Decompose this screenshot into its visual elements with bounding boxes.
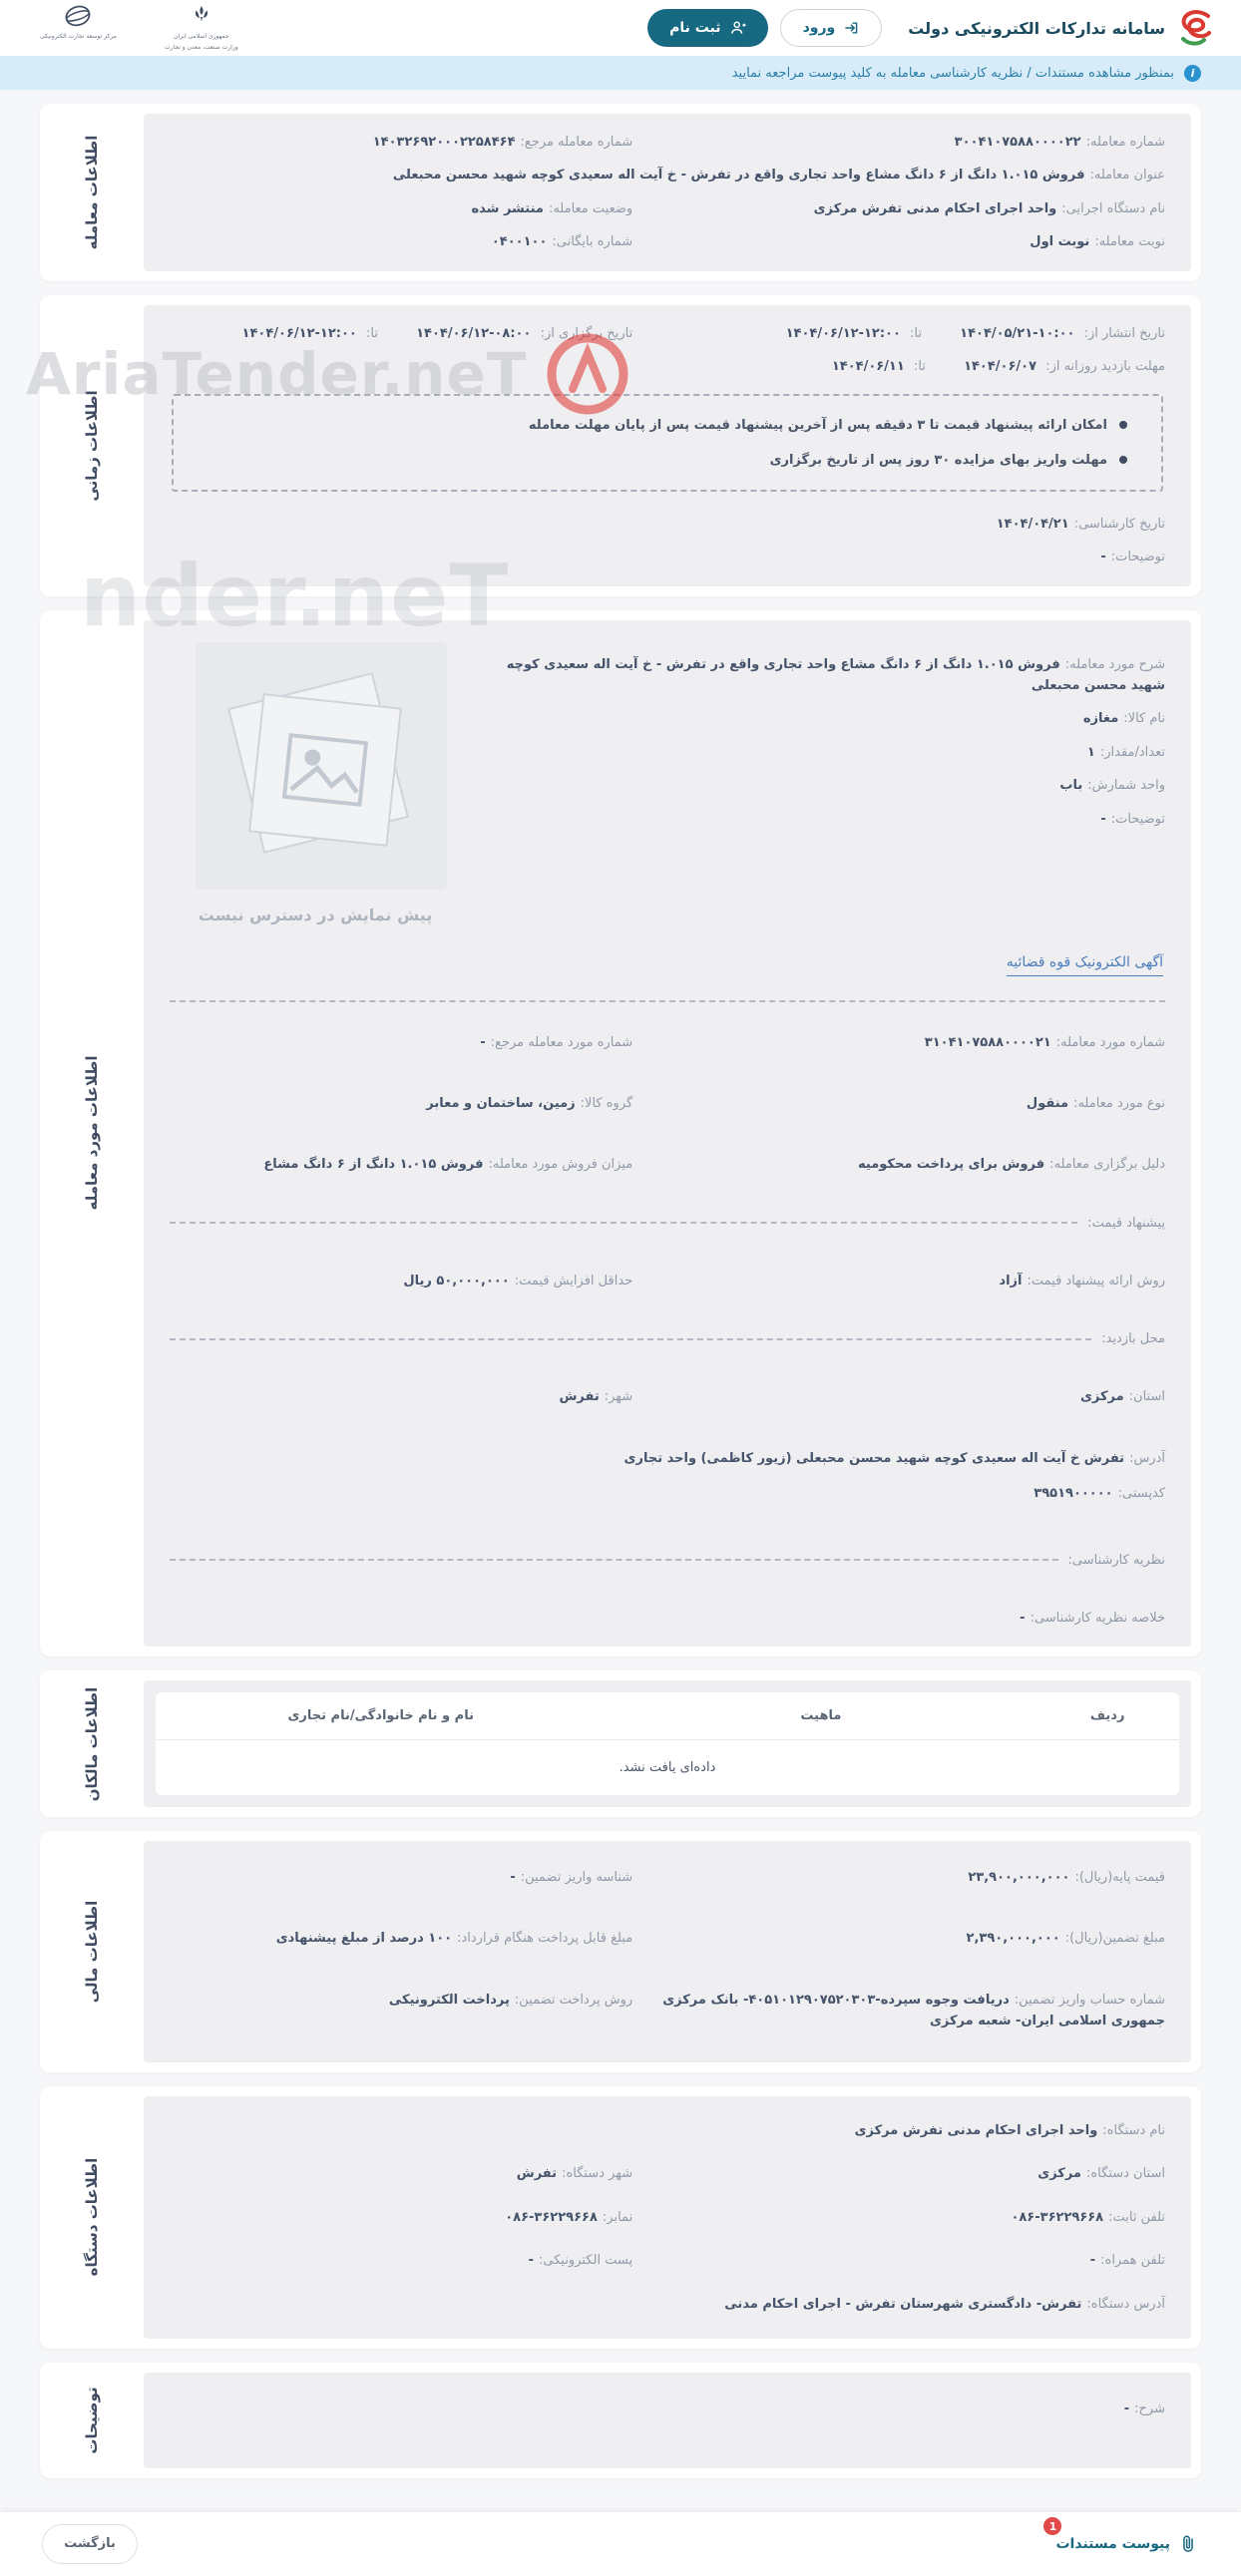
column-entity-type: ماهیت	[606, 1692, 1035, 1740]
top-header	[0, 0, 1241, 56]
reason-label: دلیل برگزاری معامله:	[1049, 1157, 1165, 1173]
owners-body	[144, 1680, 1191, 1807]
deal-info-body	[144, 114, 1191, 271]
deposit-id-value: -	[510, 1870, 516, 1885]
timing-desc-label: توضیحات:	[1110, 550, 1165, 565]
min-increase-value: ۵۰,۰۰۰,۰۰۰ ریال	[403, 1273, 510, 1288]
province-label: استان:	[1128, 1389, 1165, 1405]
notice-bar	[0, 56, 1241, 90]
timing-desc-value: -	[1100, 550, 1106, 565]
item-type-label: نوع مورد معامله:	[1073, 1095, 1165, 1111]
expert-summary-value: -	[1020, 1610, 1026, 1626]
deal-round-label: نوبت معامله:	[1094, 234, 1165, 250]
login-icon	[843, 20, 859, 36]
section-owners-info	[40, 1670, 1201, 1817]
agency-name-label: نام دستگاه:	[1102, 2122, 1165, 2138]
item-desc-value: فروش ۱.۰۱۵ دانگ از ۶ دانگ مشاع واحد تجاری واقع در تفرش - خ آیت اله سعیدی کوچه شهید محسن محبعلی	[506, 656, 1165, 693]
agency-title-strip	[50, 2096, 134, 2339]
item-info-body	[144, 620, 1191, 1648]
timing-note-2	[207, 453, 1127, 468]
ministry-caption-2: وزارت صنعت، معدن و تجارت	[164, 44, 238, 51]
timing-info-title: اطلاعات زمانی	[83, 390, 101, 502]
dashed-divider	[170, 1000, 1165, 1002]
agency-address-label: آدرس دستگاه:	[1086, 2296, 1165, 2312]
address-value: تفرش خ آیت اله سعیدی کوچه شهید محسن محبعلی (زیور کاظمی) واحد تجاری	[623, 1450, 1125, 1466]
dashed-fill	[170, 1222, 1077, 1224]
owners-header-row	[156, 1692, 1179, 1740]
bullet-icon	[1119, 421, 1127, 429]
agency-fax-label: نمابر:	[602, 2209, 633, 2225]
visit-to-label: تا:	[913, 359, 926, 375]
item-notes-label: توضیحات:	[1110, 811, 1165, 827]
sale-amount-value: فروش ۱.۰۱۵ دانگ از ۶ دانگ مشاع	[263, 1157, 484, 1173]
register-button[interactable]	[647, 9, 767, 47]
ecommerce-caption: مرکز توسعه تجارت الکترونیکی	[40, 33, 117, 40]
agency-province-value: مرکزی	[1037, 2166, 1081, 2182]
ministry-caption-1: جمهوری اسلامی ایران	[173, 33, 229, 40]
publish-from-value: ۱۴۰۴/۰۵/۲۱-۱۰:۰۰	[960, 325, 1075, 341]
item-notes-value: -	[1100, 811, 1106, 827]
publish-to-value: ۱۴۰۴/۰۶/۱۲-۱۲:۰۰	[785, 325, 901, 341]
expert-summary-label: خلاصه نظریه کارشناسی:	[1030, 1610, 1165, 1626]
publish-to-label: تا:	[910, 325, 923, 341]
deal-status-label: وضعیت معامله:	[548, 200, 633, 216]
agency-mobile-value: -	[1089, 2253, 1096, 2269]
postal-value: ۳۹۵۱۹۰۰۰۰۰	[1034, 1486, 1113, 1502]
section-deal-info	[40, 104, 1201, 281]
quantity-value: ۱	[1086, 744, 1095, 760]
guarantee-label: مبلغ تضمین(ریال):	[1064, 1931, 1165, 1947]
globe-icon	[63, 4, 93, 30]
finance-title: اطلاعات مالی	[83, 1900, 101, 2004]
auth-buttons	[647, 9, 882, 47]
item-description-fields	[487, 638, 1165, 928]
section-timing-info	[40, 295, 1201, 596]
item-desc-label: شرح مورد معامله:	[1064, 656, 1165, 672]
deal-archive-label: شماره بایگانی:	[552, 234, 633, 250]
ecommerce-center-logo	[40, 4, 117, 41]
account-value: دریافت وجوه سپرده-۴۰۵۱۰۱۲۹۰۷۵۲۰۳۰۳- بانک مرکزی جمهوری اسلامی ایران- شعبه مرکزی	[662, 1992, 1165, 2029]
dashed-fill	[170, 1338, 1091, 1340]
government-logos	[26, 4, 238, 52]
photo-frame-front	[248, 693, 402, 847]
expert-date-value: ۱۴۰۴/۰۴/۲۱	[996, 516, 1069, 532]
attachments-button[interactable]	[1048, 2519, 1199, 2559]
preview-area	[170, 638, 461, 928]
deal-info-title-strip	[50, 114, 134, 271]
goods-group-value: زمین، ساختمان و معابر	[426, 1095, 576, 1111]
login-button[interactable]	[780, 9, 883, 47]
agency-mobile-label: تلفن همراه:	[1100, 2253, 1165, 2269]
deal-ref-value: ۱۴۰۳۲۶۹۲۰۰۰۲۲۵۸۴۶۴	[372, 135, 516, 150]
base-price-value: ۲۳,۹۰۰,۰۰۰,۰۰۰	[968, 1870, 1070, 1885]
agency-address-value: تفرش- دادگستری شهرستان تفرش - اجرای احکام مدنی	[724, 2296, 1082, 2312]
held-to-label: تا:	[366, 325, 378, 341]
payable-label: مبلغ قابل پرداخت هنگام قرارداد:	[457, 1931, 633, 1947]
item-info-title: اطلاعات مورد معامله	[83, 1055, 101, 1211]
timing-info-body	[144, 305, 1191, 586]
expert-date-label: تاریخ کارشناسی:	[1073, 516, 1165, 532]
offer-method-label: روش ارائه پیشنهاد قیمت:	[1027, 1273, 1165, 1288]
judiciary-notice-link[interactable]: آگهی الکترونیک قوه قضائیه	[1007, 954, 1163, 976]
agency-fax-value: ۰۸۶-۳۶۲۲۹۶۶۸	[505, 2209, 598, 2225]
watermark-partial-text: nder.neT	[80, 547, 510, 646]
setad-logo-icon	[1175, 9, 1215, 47]
payable-value: ۱۰۰ درصد از مبلغ پیشنهادی	[275, 1931, 453, 1947]
deal-ref-label: شماره معامله مرجع:	[520, 135, 633, 150]
reason-value: فروش برای پرداخت محکومیه	[858, 1157, 1045, 1173]
deal-agency-label: نام دستگاه اجرایی:	[1061, 200, 1165, 216]
remarks-body	[144, 2373, 1191, 2468]
deal-status-value: منتشر شده	[471, 200, 544, 216]
agency-email-value: -	[528, 2253, 534, 2269]
city-value: تفرش	[559, 1389, 600, 1405]
owners-table	[156, 1692, 1179, 1795]
section-remarks	[40, 2363, 1201, 2478]
expert-opinion-heading-row	[170, 1553, 1165, 1568]
visit-from-label: مهلت بازدید روزانه از:	[1045, 359, 1165, 375]
base-price-label: قیمت پایه(ریال):	[1074, 1870, 1165, 1885]
section-item-info	[40, 610, 1201, 1657]
quantity-label: تعداد/مقدار:	[1099, 744, 1165, 760]
postal-label: کدپستی:	[1117, 1486, 1165, 1502]
section-agency-info	[40, 2086, 1201, 2349]
deal-info-title: اطلاعات معامله	[83, 135, 101, 250]
price-offer-heading: پیشنهاد قیمت:	[1087, 1215, 1165, 1231]
notice-text: بمنظور مشاهده مستندات / نظریه کارشناسی معامله به کلید پیوست مراجعه نمایید	[731, 65, 1174, 81]
timing-info-title-strip	[50, 305, 134, 586]
paperclip-icon	[1179, 2534, 1197, 2553]
pay-method-label: روش پرداخت تضمین:	[514, 1992, 633, 2008]
held-to-value: ۱۴۰۴/۰۶/۱۲-۱۲:۰۰	[241, 325, 357, 341]
goods-name-label: نام کالا:	[1123, 711, 1165, 727]
visit-to-value: ۱۴۰۴/۰۶/۱۱	[831, 359, 905, 375]
app-title: سامانه تدارکات الکترونیکی دولت	[908, 18, 1165, 38]
attachments-label: پیوست مستندات	[1055, 2535, 1170, 2552]
bullet-icon	[1119, 456, 1127, 464]
pay-method-value: پرداخت الکترونیکی	[388, 1992, 510, 2008]
agency-email-label: پست الکترونیکی:	[539, 2253, 633, 2269]
footer-bar	[0, 2512, 1241, 2576]
brand	[908, 9, 1215, 47]
timing-notes-box	[172, 394, 1163, 492]
item-top-block	[170, 638, 1165, 928]
timing-note-1-text: امکان ارائه پیشنهاد قیمت تا ۳ دقیقه پس از آخرین پیشنهاد قیمت پس از پایان مهلت معامله	[528, 417, 1107, 433]
preview-caption: پیش نمایش در دسترس نیست	[198, 905, 433, 924]
watermark-text: AriaTender.neT	[26, 340, 528, 408]
address-label: آدرس:	[1129, 1450, 1165, 1466]
iran-emblem-icon	[189, 4, 214, 30]
agency-city-value: تفرش	[516, 2166, 558, 2182]
unit-value: باب	[1059, 778, 1083, 794]
no-data-text: داده‌ای یافت نشد.	[619, 1760, 716, 1775]
timing-note-2-text: مهلت واریز بهای مزایده ۳۰ روز پس از تاریخ برگزاری	[769, 452, 1107, 468]
goods-name-value: مغازه	[1082, 711, 1119, 727]
unit-label: واحد شمارش:	[1087, 778, 1165, 794]
agency-city-label: شهر دستگاه:	[562, 2166, 633, 2182]
finance-title-strip	[50, 1841, 134, 2062]
deal-subject-value: فروش ۱.۰۱۵ دانگ از ۶ دانگ مشاع واحد تجاری واقع در تفرش - خ آیت اله سعیدی کوچه شهید محسن محبعلی	[392, 168, 1085, 184]
agency-province-label: استان دستگاه:	[1085, 2166, 1165, 2182]
offer-method-value: آزاد	[999, 1273, 1023, 1288]
info-icon: i	[1184, 65, 1201, 82]
province-value: مرکزی	[1079, 1389, 1124, 1405]
agency-name-value: واحد اجرای احکام مدنی تفرش مرکزی	[854, 2122, 1098, 2138]
visit-place-heading: محل بازدید:	[1101, 1331, 1165, 1347]
back-button[interactable]: بازگشت	[42, 2524, 138, 2564]
photo-icon	[282, 732, 368, 806]
visit-from-value: ۱۴۰۴/۰۶/۰۷	[964, 359, 1037, 375]
held-from-label: تاریخ برگزاری از:	[540, 325, 633, 341]
register-label: ثبت نام	[669, 20, 721, 36]
expert-opinion-heading: نظریه کارشناسی:	[1067, 1552, 1165, 1568]
sale-amount-label: میزان فروش مورد معامله:	[488, 1157, 633, 1173]
column-owner-name: نام و نام خانوادگی/نام تجاری	[156, 1692, 606, 1740]
agency-phone-value: ۰۸۶-۳۶۲۲۹۶۶۸	[1011, 2209, 1104, 2225]
visit-place-heading-row	[170, 1331, 1165, 1346]
goods-group-label: گروه کالا:	[580, 1095, 633, 1111]
remarks-title-strip	[50, 2373, 134, 2468]
person-plus-icon	[729, 20, 746, 36]
owners-title-strip	[50, 1680, 134, 1807]
attachments-badge: 1	[1043, 2517, 1061, 2535]
owners-empty-row	[156, 1740, 1179, 1796]
timing-note-1	[207, 418, 1127, 433]
deal-round-value: نوبت اول	[1030, 234, 1090, 250]
deal-number-value: ۳۰۰۴۱۰۷۵۸۸۰۰۰۰۲۲	[954, 135, 1081, 150]
remarks-value: -	[1123, 2400, 1130, 2416]
column-row-number: ردیف	[1035, 1692, 1179, 1740]
deposit-id-label: شناسه واریز تضمین:	[520, 1870, 633, 1885]
held-from-value: ۱۴۰۴/۰۶/۱۲-۰۸:۰۰	[416, 325, 532, 341]
owners-title: اطلاعات مالکان	[83, 1686, 101, 1801]
deal-subject-label: عنوان معامله:	[1089, 168, 1165, 184]
guarantee-value: ۲,۳۹۰,۰۰۰,۰۰۰	[966, 1931, 1060, 1947]
remarks-title: توضیحات	[83, 2387, 101, 2454]
item-number-value: ۳۱۰۴۱۰۷۵۸۸۰۰۰۰۲۱	[924, 1034, 1051, 1050]
publish-from-label: تاریخ انتشار از:	[1083, 325, 1165, 341]
item-ref-label: شماره مورد معامله مرجع:	[490, 1034, 633, 1050]
item-type-value: منقول	[1026, 1095, 1069, 1111]
image-preview-placeholder	[196, 642, 447, 890]
dashed-fill	[170, 1559, 1058, 1561]
deal-archive-value: ۰۴۰۰۱۰۰	[491, 234, 548, 250]
agency-title: اطلاعات دستگاه	[83, 2158, 101, 2277]
account-label: شماره حساب واریز تضمین:	[1014, 1992, 1165, 2008]
agency-phone-label: تلفن ثابت:	[1108, 2209, 1165, 2225]
city-label: شهر:	[604, 1389, 633, 1405]
item-info-title-strip	[50, 620, 134, 1648]
deal-number-label: شماره معامله:	[1085, 135, 1165, 150]
section-finance-info	[40, 1831, 1201, 2072]
price-offer-heading-row	[170, 1216, 1165, 1231]
min-increase-label: حداقل افزایش قیمت:	[514, 1273, 633, 1288]
item-ref-value: -	[480, 1034, 486, 1050]
agency-body	[144, 2096, 1191, 2339]
deal-agency-value: واحد اجرای احکام مدنی تفرش مرکزی	[813, 200, 1057, 216]
login-label: ورود	[802, 20, 836, 36]
item-number-label: شماره مورد معامله:	[1055, 1034, 1165, 1050]
ministry-logo	[165, 4, 238, 52]
finance-body	[144, 1841, 1191, 2062]
remarks-label: شرح:	[1134, 2400, 1165, 2416]
